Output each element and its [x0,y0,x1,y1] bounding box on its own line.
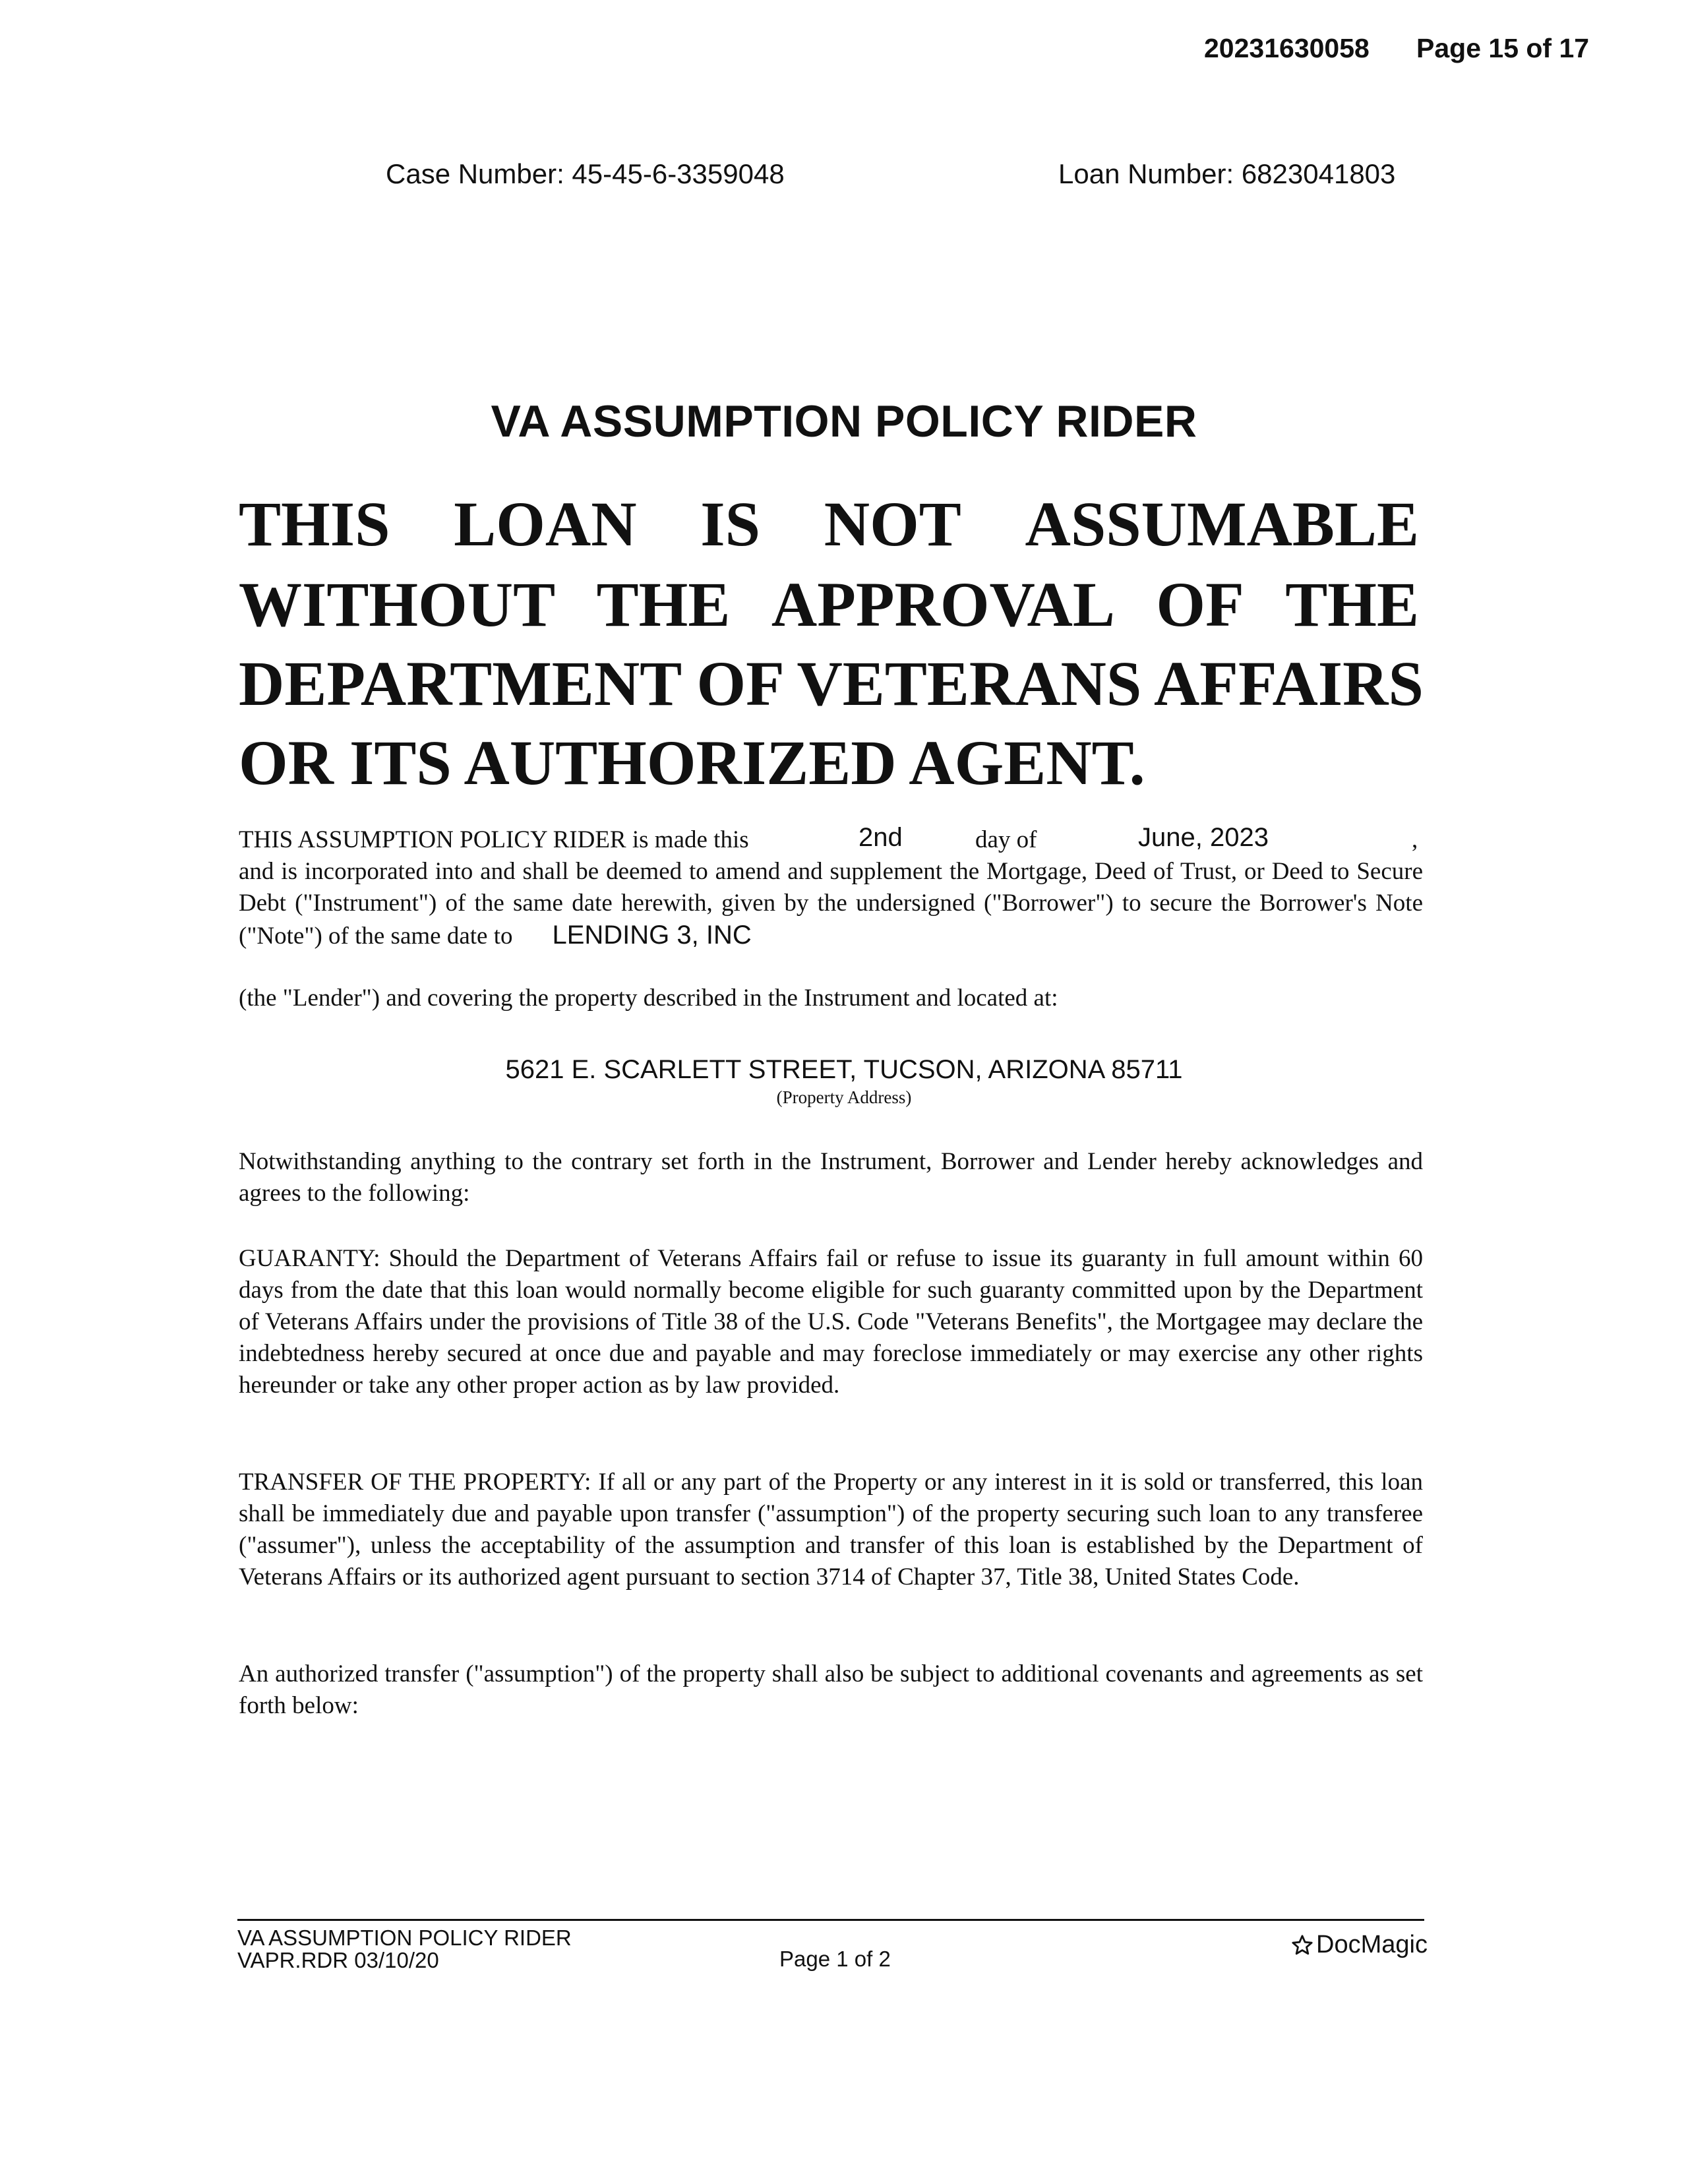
intro-comma: , [1412,826,1418,853]
footer-page-number: Page 1 of 2 [779,1947,891,1971]
lender-name-field: LENDING 3, INC [552,921,752,950]
transfer-paragraph: TRANSFER OF THE PROPERTY: If all or any part of the Property or any interest in it is sold or transferred, this loan shall be immediately due and payable upon transfer ("assumption") of the property securing such loan to any transferee ("assumer"), unless the acceptability of the assumption and transfer of this loan is established by the Department of Veterans Affairs or its authorized agent pursuant to section 3714 of Chapter 37, Title 38, United States Code. [239,1469,1423,1591]
warning-word: THE [596,569,731,640]
authorized-transfer-paragraph: An authorized transfer ("assumption") of the property shall also be subject to additional covenants and agreements as set forth below: [239,1660,1423,1719]
warning-line-1 [239,485,1419,564]
docmagic-logo-text: DocMagic [1316,1931,1428,1958]
warning-word: WITHOUT [239,569,556,640]
rider-title: VA ASSUMPTION POLICY RIDER [491,396,1197,446]
intro-day-of: day of [975,826,1037,853]
recording-number: 20231630058 [1204,33,1370,63]
warning-line-3: DEPARTMENT OF VETERANS AFFAIRS [239,648,1424,719]
warning-word: IS [700,489,761,559]
warning-word: THIS [239,489,390,559]
intro-made-this: THIS ASSUMPTION POLICY RIDER is made this [239,826,749,853]
warning-word: THE [1285,569,1419,640]
property-address-caption: (Property Address) [776,1087,912,1107]
day-field: 2nd [859,823,903,852]
footer-form-title: VA ASSUMPTION POLICY RIDER [237,1926,572,1950]
star-icon [1291,1934,1313,1957]
lender-definition: (the "Lender") and covering the property described in the Instrument and located at: [239,985,1058,1012]
warning-word: LOAN [454,489,637,559]
footer-form-code: VAPR.RDR 03/10/20 [237,1948,439,1972]
page-of-total: Page 15 of 17 [1416,33,1590,63]
warning-line-4: OR ITS AUTHORIZED AGENT. [239,727,1145,798]
warning-word: NOT [824,489,961,559]
warning-word: ASSUMABLE [1025,489,1419,559]
intro-continuation-text: and is incorporated into and shall be deemed to amend and supplement the Mortgage, Deed of Trust, or Deed to Secure Debt ("Instrument") of the same date herewith, given by the undersigned ("Borrower") to secure the Borrower's Note ("Note") of the same date to [239,858,1423,950]
case-number: Case Number: 45-45-6-3359048 [386,158,785,189]
guaranty-paragraph: GUARANTY: Should the Department of Veterans Affairs fail or refuse to issue its guaranty in full amount within 60 days from the date that this loan would normally become eligible for such guaranty committed upon by the Department of Veterans Affairs under the provisions of Title 38 of the U.S. Code "Veterans Benefits", the Mortgagee may declare the indebtedness hereby secured at once due and payable and may foreclose immediately or may exercise any other rights hereunder or take any other proper action as by law provided. [239,1245,1423,1399]
notwithstanding-paragraph: Notwithstanding anything to the contrary set forth in the Instrument, Borrower and Lender hereby acknowledges and agrees to the following: [239,1148,1423,1207]
docmagic-logo [1291,1931,1428,1959]
property-address: 5621 E. SCARLETT STREET, TUCSON, ARIZONA 85711 [505,1055,1183,1084]
warning-word: OF [1156,569,1244,640]
footer-divider [237,1919,1424,1921]
warning-line-2 [239,565,1419,644]
loan-number: Loan Number: 6823041803 [1058,158,1396,189]
intro-continuation [239,856,1423,952]
warning-word: APPROVAL [771,569,1115,640]
date-field: June, 2023 [1138,823,1269,852]
